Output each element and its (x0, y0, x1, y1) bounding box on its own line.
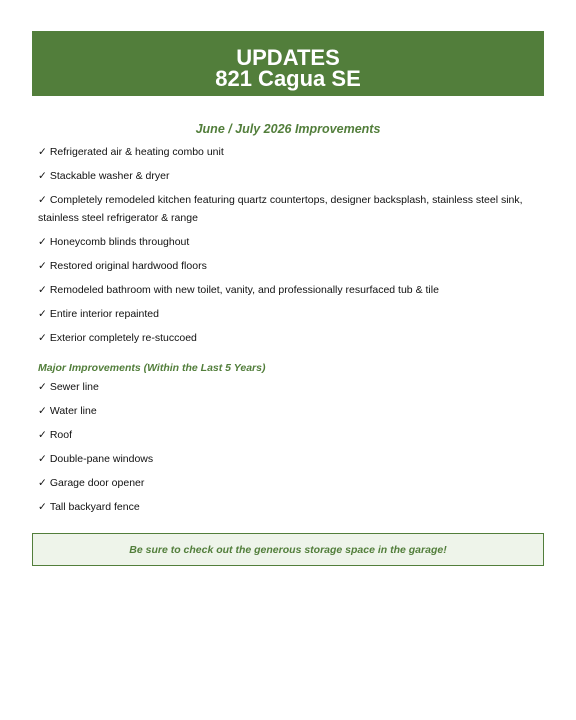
garage-note-box (32, 533, 544, 566)
list-item: ✓ Entire interior repainted (38, 308, 159, 320)
list-item: ✓ Roof (38, 429, 72, 441)
checkmark-icon: ✓ (38, 501, 47, 513)
checkmark-icon: ✓ (38, 405, 47, 417)
checkmark-icon: ✓ (38, 194, 47, 206)
garage-note-text: Be sure to check out the generous storage space in the garage! (129, 544, 447, 556)
checkmark-icon: ✓ (38, 332, 47, 344)
header-banner (32, 31, 544, 96)
list-item: ✓ Completely remodeled kitchen featuring quartz countertops, designer backsplash, stainless steel sink, stainless steel refrigerator & range (38, 194, 523, 224)
list-item: ✓ Double-pane windows (38, 453, 154, 465)
list-item: ✓ Water line (38, 405, 97, 417)
list-item: ✓ Sewer line (38, 381, 99, 393)
list-item: ✓ Stackable washer & dryer (38, 170, 170, 182)
checkmark-icon: ✓ (38, 260, 47, 272)
list-item: ✓ Exterior completely re-stuccoed (38, 332, 197, 344)
checkmark-icon: ✓ (38, 146, 47, 158)
checkmark-icon: ✓ (38, 429, 47, 441)
header-title: UPDATES (236, 45, 340, 70)
checkmark-icon: ✓ (38, 308, 47, 320)
list-item: ✓ Tall backyard fence (38, 501, 140, 513)
recent-improvements-title: June / July 2026 Improvements (195, 122, 381, 136)
checkmark-icon: ✓ (38, 453, 47, 465)
header-address: 821 Cagua SE (215, 66, 361, 91)
list-item: ✓ Restored original hardwood floors (38, 260, 207, 272)
list-item: ✓ Honeycomb blinds throughout (38, 236, 190, 248)
list-item: ✓ Refrigerated air & heating combo unit (38, 146, 224, 158)
checkmark-icon: ✓ (38, 477, 47, 489)
list-item: ✓ Garage door opener (38, 477, 145, 489)
checkmark-icon: ✓ (38, 236, 47, 248)
checkmark-icon: ✓ (38, 284, 47, 296)
list-item: ✓ Remodeled bathroom with new toilet, vanity, and professionally resurfaced tub & tile (38, 284, 439, 296)
checkmark-icon: ✓ (38, 381, 47, 393)
major-improvements-title: Major Improvements (Within the Last 5 Years) (38, 362, 266, 374)
checkmark-icon: ✓ (38, 170, 47, 182)
